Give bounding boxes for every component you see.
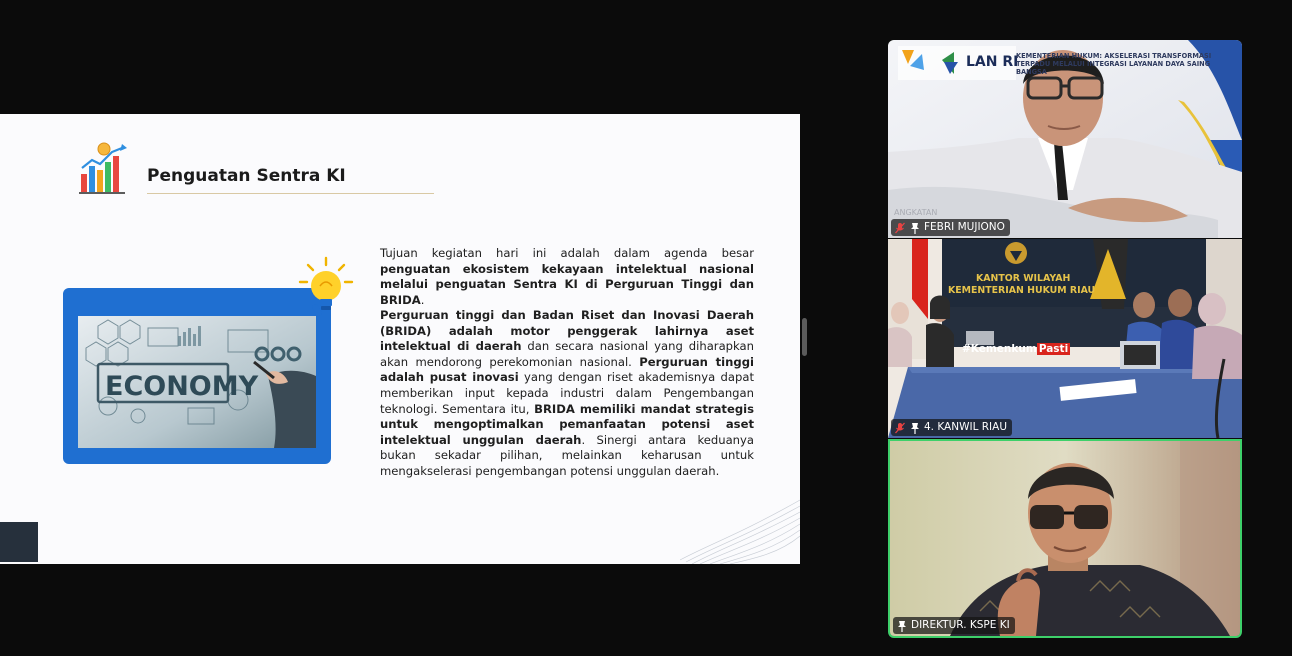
slide-title: Penguatan Sentra KI [147, 166, 346, 186]
economy-word: ECONOMY [105, 371, 259, 402]
pin-icon [909, 422, 921, 434]
growth-chart-icon [78, 142, 130, 196]
paragraph-2-run: Perguruan tinggi dan Badan Riset dan Inovasi Daerah (BRIDA) adalah motor penggerak lahirnya aset intelektual di daerah [380, 308, 754, 354]
paragraph-2-run: . Sinergi antara keduanya bukan sekadar pilihan, melainkan keharusan untuk mengakselerasi pengembangan potensi unggulan daerah. [380, 432, 754, 478]
hashtag-text: #Kemenkum [962, 343, 1037, 355]
participant-video-tile[interactable] [888, 40, 1242, 238]
banner-caption: KEMENTERIAN HUKUM: AKSELERASI TRANSFORMASI TERPADU MELALUI INTEGRASI LAYANAN DAYA SAING BANGSA [1016, 52, 1212, 76]
participant-name-tag [891, 419, 1012, 436]
background-watermark: ANGKATAN [894, 208, 938, 217]
mic-muted-icon [894, 422, 906, 434]
pin-icon [896, 620, 908, 632]
participant-name: DIREKTUR. KSPE KI [911, 619, 1010, 631]
paragraph-2-run: BRIDA memiliki mandat strategis untuk mengoptimalkan pemanfaatan potensi aset intelektual unggulan daerah [380, 401, 754, 447]
title-underline [147, 193, 434, 194]
slide-paragraph-2 [380, 308, 754, 480]
layout-resize-handle[interactable] [802, 318, 807, 356]
participant-name-tag [893, 617, 1015, 634]
paragraph-2-run: Perguruan tinggi adalah pusat inovasi [380, 354, 754, 385]
pin-icon [909, 222, 921, 234]
participant-name: 4. KANWIL RIAU [924, 421, 1008, 433]
economy-image [78, 316, 316, 448]
paragraph-2-run: yang dengan riset akademisnya dapat memberikan input kepada industri dalam Pengembangan teknologi. Sementara itu, [380, 370, 754, 416]
paragraph-2-run: dan secara nasional yang diharapkan akan mendorong perekomonian nasional. [380, 339, 754, 369]
mic-muted-icon [894, 222, 906, 234]
slide-paragraph-1 [380, 246, 754, 308]
wall-sign-line-2: KEMENTERIAN HUKUM RIAU [948, 285, 1096, 296]
paragraph-1-run: penguatan ekosistem kekayaan intelektual nasional melalui penguatan Sentra KI di Perguruan Tinggi dan BRIDA [380, 261, 754, 307]
participant-name: FEBRI MUJIONO [924, 221, 1005, 233]
wave-decoration [680, 494, 800, 564]
lanri-logo-text: LAN RI [966, 54, 1019, 70]
paragraph-1-run: Tujuan kegiatan hari ini adalah dalam agenda besar [380, 246, 754, 260]
hashtag-highlight: Pasti [1038, 343, 1069, 355]
participant-name-tag [891, 219, 1010, 236]
hashtag-banner [962, 343, 1070, 355]
paragraph-1-run: . [420, 292, 425, 307]
participant-video-tile[interactable] [888, 239, 1242, 438]
slide-corner-tab [0, 522, 38, 562]
idea-bulb-icon [296, 256, 356, 322]
participant-video-tile-active-speaker[interactable] [888, 439, 1242, 638]
wall-sign-line-1: KANTOR WILAYAH [976, 273, 1071, 284]
